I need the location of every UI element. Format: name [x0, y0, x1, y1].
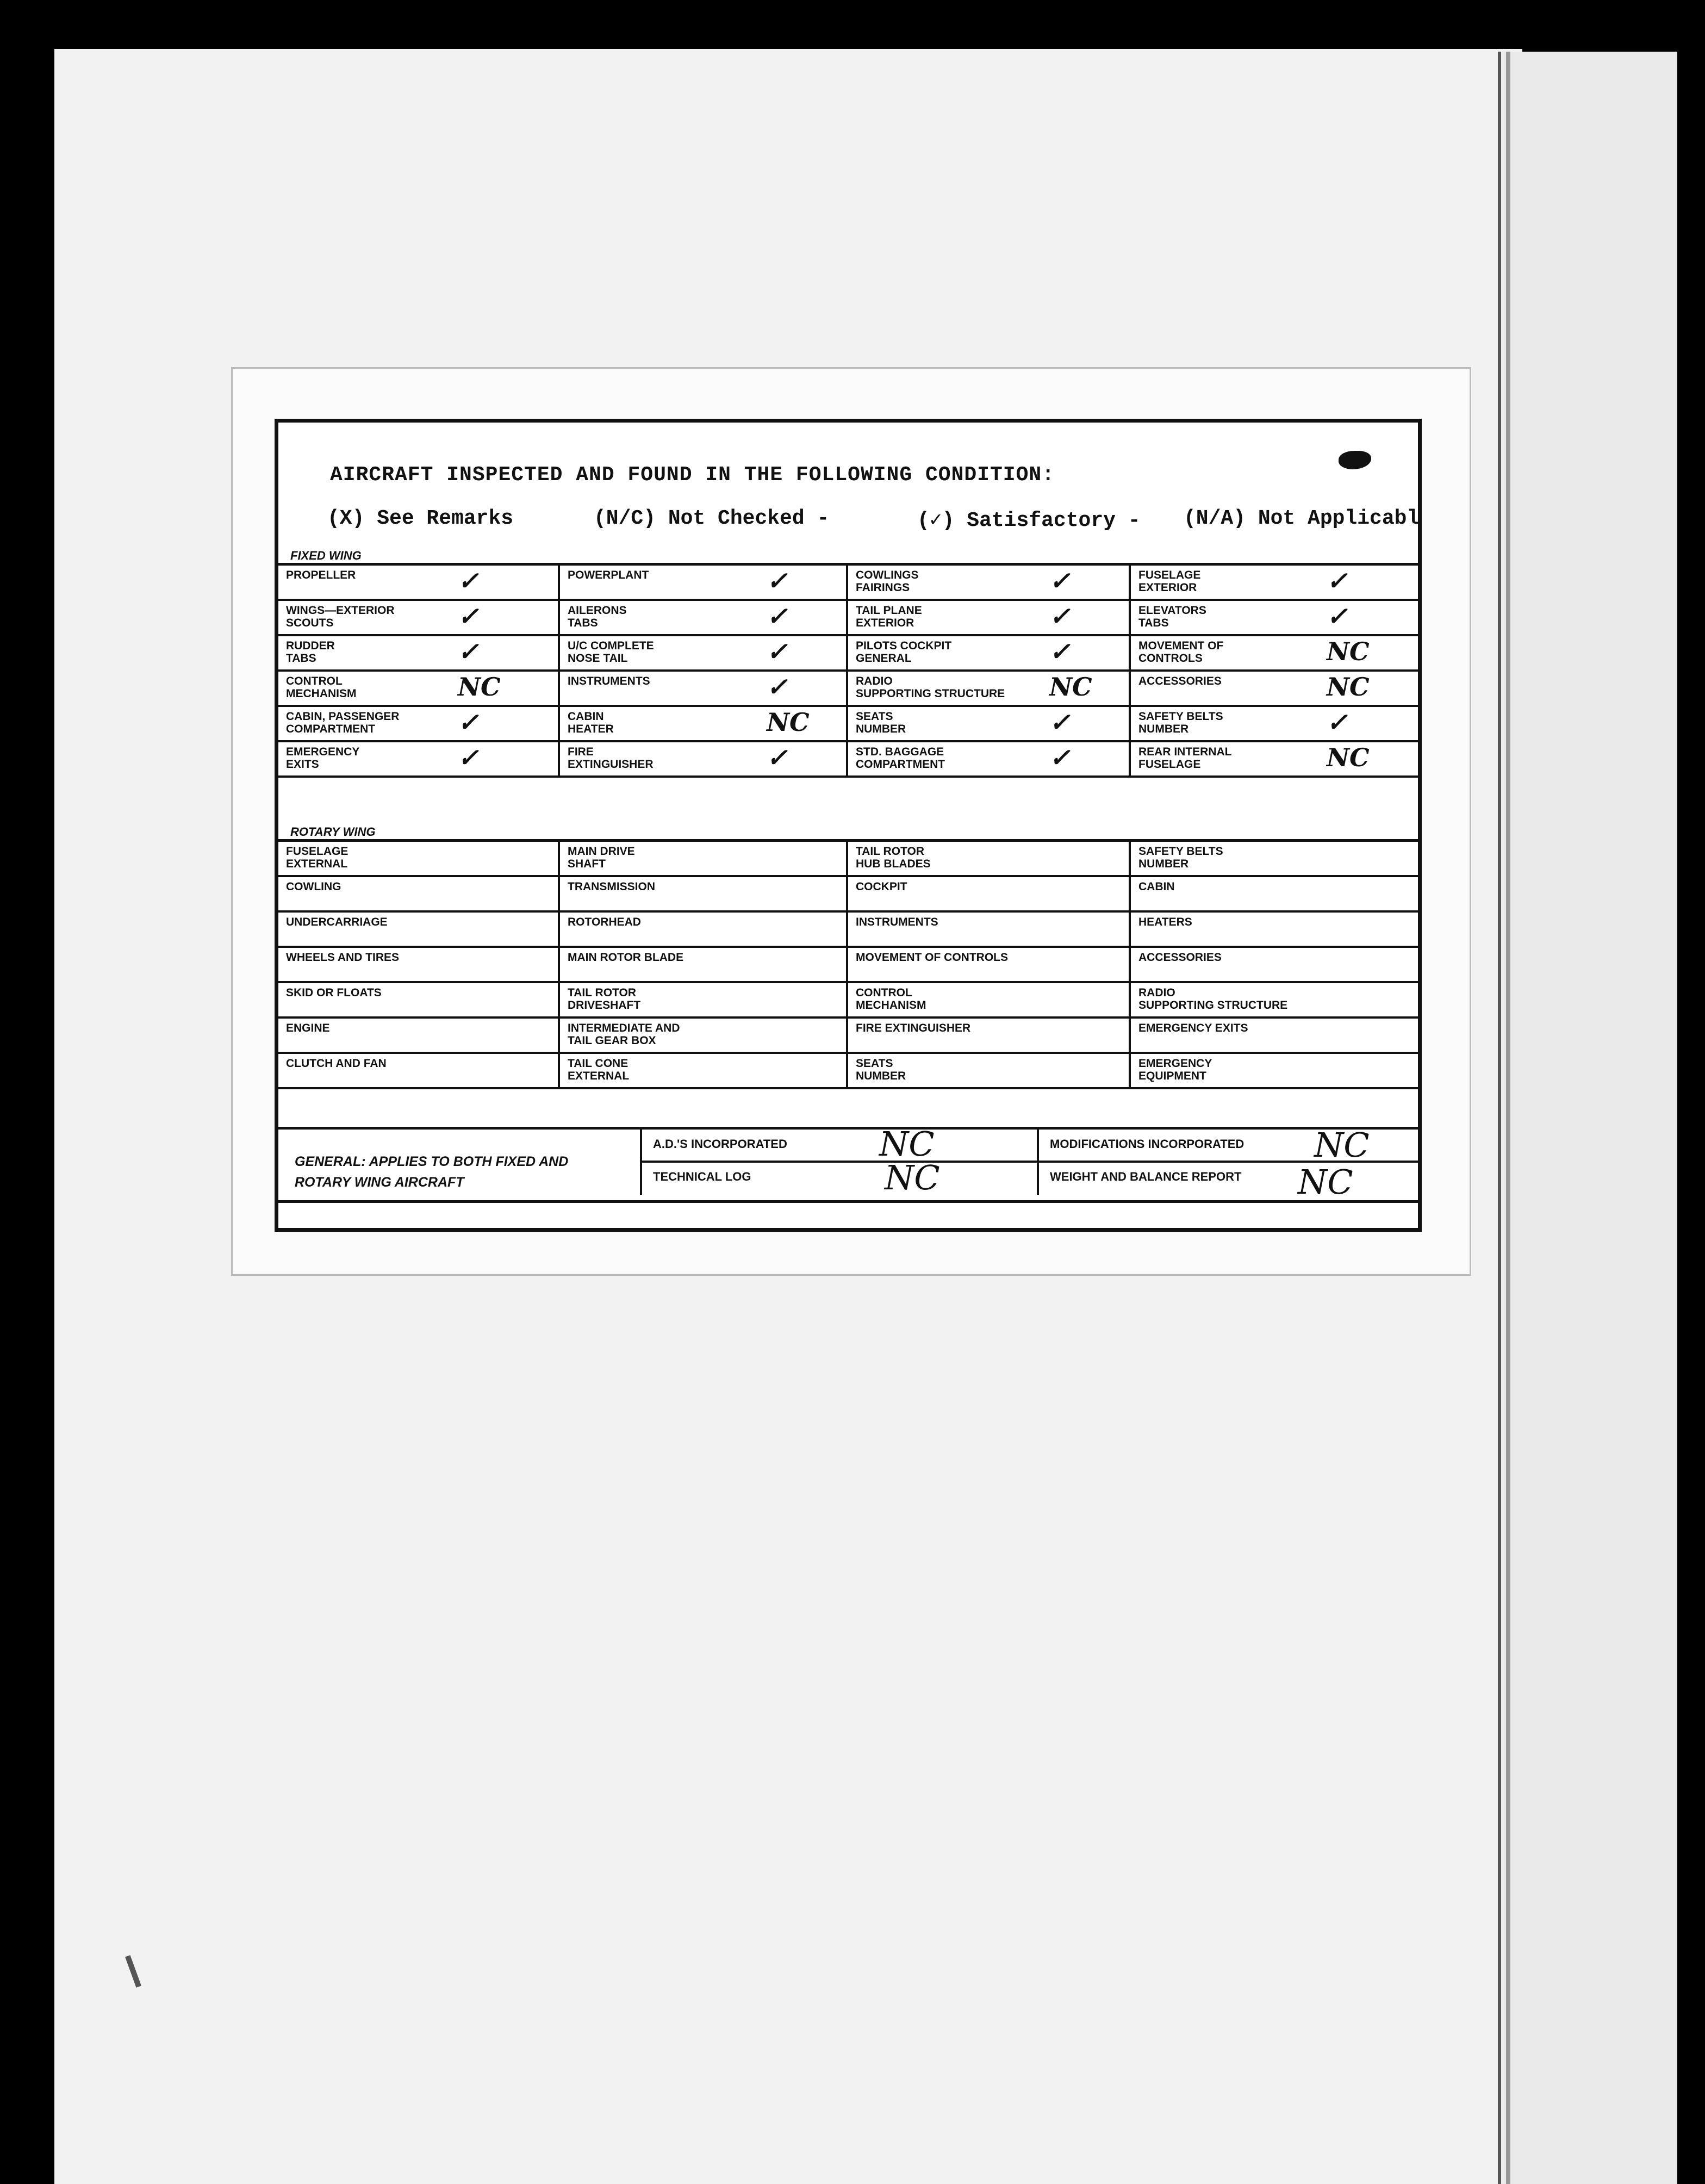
weight-balance-label: WEIGHT AND BALANCE REPORT: [1037, 1162, 1241, 1195]
inspection-item: [560, 742, 848, 775]
general-section: [278, 1124, 1418, 1203]
fixed-wing-grid: [278, 563, 1418, 778]
inspection-item: [848, 983, 1131, 1016]
inspection-mark: NC: [1327, 637, 1370, 666]
inspection-item: [278, 948, 560, 981]
inspection-item: [848, 1019, 1131, 1052]
inspection-item: [1131, 566, 1418, 599]
inspection-item-label: MAIN ROTOR BLADE: [568, 951, 684, 964]
table-row: [278, 742, 1418, 778]
inspection-item-label: RADIO SUPPORTING STRUCTURE: [856, 675, 1005, 700]
inspection-item-label: CLUTCH AND FAN: [286, 1057, 387, 1070]
inspection-item-label: COWLING: [286, 880, 341, 893]
inspection-item-label: SAFETY BELTS NUMBER: [1138, 845, 1223, 870]
scan-border-right: [1677, 0, 1705, 2184]
inspection-mark: ✓: [767, 672, 788, 702]
inspection-item-label: HEATERS: [1138, 916, 1192, 928]
legend-satisfactory: (✓) Satisfactory -: [917, 509, 1141, 532]
inspection-item-label: FUSELAGE EXTERNAL: [286, 845, 349, 870]
inspection-item-label: PILOTS COCKPIT GENERAL: [856, 640, 952, 665]
inspection-mark: ✓: [1327, 708, 1348, 737]
legend-see-remarks: (X) See Remarks: [327, 507, 514, 530]
inspection-mark: NC: [767, 708, 810, 737]
inspection-item: [278, 842, 560, 875]
inspection-item: [1131, 672, 1418, 705]
inspection-mark: ✓: [1327, 566, 1348, 595]
inspection-item-label: SAFETY BELTS NUMBER: [1138, 710, 1223, 735]
inspection-item: [1131, 913, 1418, 946]
inspection-item: [1131, 742, 1418, 775]
inspection-mark: ✓: [458, 708, 479, 737]
inspection-item-label: WHEELS AND TIRES: [286, 951, 400, 964]
inspection-mark: ✓: [1049, 601, 1071, 631]
inspection-mark: ✓: [1049, 708, 1071, 737]
inspection-item-label: TAIL CONE EXTERNAL: [568, 1057, 630, 1082]
inspection-item: [1131, 1019, 1418, 1052]
inspection-item: [560, 601, 848, 634]
inspection-item: [848, 601, 1131, 634]
inspection-item-label: EMERGENCY EXITS: [1138, 1022, 1248, 1034]
inspection-mark: ✓: [1049, 743, 1071, 772]
ads-incorporated-label: A.D.'S INCORPORATED: [640, 1130, 787, 1162]
inspection-item: [278, 636, 560, 669]
inspection-mark: ✓: [767, 637, 788, 666]
table-row: [278, 1019, 1418, 1054]
inspection-item: [1131, 948, 1418, 981]
fixed-wing-label: FIXED WING: [290, 549, 362, 562]
inspection-form: [275, 419, 1422, 1232]
general-label: GENERAL: APPLIES TO BOTH FIXED AND ROTARY WING AIRCRAFT: [295, 1154, 569, 1190]
table-row: [278, 877, 1418, 913]
inspection-item: [278, 672, 560, 705]
form-heading: AIRCRAFT INSPECTED AND FOUND IN THE FOLLOWING CONDITION:: [330, 463, 1055, 487]
table-row: [278, 636, 1418, 672]
inspection-item: [848, 672, 1131, 705]
inspection-item-label: UNDERCARRIAGE: [286, 916, 388, 928]
inspection-item: [848, 636, 1131, 669]
table-row: [278, 707, 1418, 742]
inspection-item: [848, 913, 1131, 946]
inspection-mark: ✓: [767, 566, 788, 595]
inspection-item: [848, 842, 1131, 875]
inspection-item-label: SEATS NUMBER: [856, 710, 906, 735]
inspection-item-label: CABIN: [1138, 880, 1175, 893]
inspection-item: [848, 566, 1131, 599]
inspection-item-label: FIRE EXTINGUISHER: [856, 1022, 971, 1034]
inspection-item-label: INSTRUMENTS: [856, 916, 938, 928]
inspection-item-label: SKID OR FLOATS: [286, 986, 382, 999]
inspection-item: [1131, 842, 1418, 875]
inspection-item-label: FIRE EXTINGUISHER: [568, 746, 654, 771]
inspection-item-label: TRANSMISSION: [568, 880, 656, 893]
inspection-item-label: U/C COMPLETE NOSE TAIL: [568, 640, 654, 665]
inspection-item-label: CONTROL MECHANISM: [286, 675, 357, 700]
inspection-mark: ✓: [1049, 566, 1071, 595]
legend-not-applicable: (N/A) Not Applicabl: [1184, 507, 1420, 530]
inspection-item: [848, 948, 1131, 981]
inspection-mark: ✓: [767, 743, 788, 772]
inspection-mark: ✓: [1049, 637, 1071, 666]
inspection-item: [1131, 707, 1418, 740]
inspection-mark: NC: [458, 672, 501, 702]
table-row: [278, 672, 1418, 707]
inspection-item-label: SEATS NUMBER: [856, 1057, 906, 1082]
inspection-item: [1131, 636, 1418, 669]
inspection-item: [560, 913, 848, 946]
inspection-item-label: RUDDER TABS: [286, 640, 335, 665]
inspection-item: [278, 1019, 560, 1052]
inspection-item-label: INTERMEDIATE AND TAIL GEAR BOX: [568, 1022, 680, 1047]
modifications-label: MODIFICATIONS INCORPORATED: [1037, 1130, 1244, 1162]
inspection-item-label: INSTRUMENTS: [568, 675, 650, 687]
table-row: [278, 948, 1418, 983]
inspection-item: [1131, 601, 1418, 634]
inspection-mark: ✓: [1327, 601, 1348, 631]
inspection-item-label: WINGS—EXTERIOR SCOUTS: [286, 604, 395, 629]
inspection-item: [560, 636, 848, 669]
rotary-wing-grid: [278, 839, 1418, 1089]
inspection-item-label: TAIL ROTOR DRIVESHAFT: [568, 986, 641, 1012]
inspection-mark: NC: [1327, 743, 1370, 772]
inspection-item-label: TAIL PLANE EXTERIOR: [856, 604, 922, 629]
inspection-mark: ✓: [458, 743, 479, 772]
inspection-item-label: REAR INTERNAL FUSELAGE: [1138, 746, 1232, 771]
inspection-item: [560, 983, 848, 1016]
inspection-mark: ✓: [458, 637, 479, 666]
inspection-item: [560, 877, 848, 910]
mods-mark: NC: [1314, 1125, 1370, 1165]
inspection-item: [848, 1054, 1131, 1087]
inspection-mark: ✓: [458, 601, 479, 631]
inspection-item-label: ACCESSORIES: [1138, 675, 1222, 687]
inspection-item-label: PROPELLER: [286, 569, 356, 581]
table-row: [278, 1054, 1418, 1089]
inspection-item: [560, 672, 848, 705]
binding-strip: [1498, 52, 1681, 2184]
ink-blot: [1339, 451, 1371, 469]
inspection-item: [1131, 1054, 1418, 1087]
table-row: [278, 601, 1418, 636]
inspection-mark: NC: [1327, 672, 1370, 702]
inspection-item: [278, 566, 560, 599]
inspection-item-label: CONTROL MECHANISM: [856, 986, 926, 1012]
inspection-item-label: FUSELAGE EXTERIOR: [1138, 569, 1201, 594]
inspection-item-label: EMERGENCY EXITS: [286, 746, 360, 771]
inspection-item: [560, 948, 848, 981]
inspection-item: [560, 1019, 848, 1052]
inspection-item: [278, 1054, 560, 1087]
inspection-item-label: MOVEMENT OF CONTROLS: [1138, 640, 1224, 665]
legend-not-checked: (N/C) Not Checked -: [594, 507, 830, 530]
ads-mark: NC: [879, 1124, 935, 1164]
inspection-item-label: COWLINGS FAIRINGS: [856, 569, 919, 594]
inspection-item: [278, 707, 560, 740]
inspection-item-label: MOVEMENT OF CONTROLS: [856, 951, 1008, 964]
inspection-item-label: RADIO SUPPORTING STRUCTURE: [1138, 986, 1288, 1012]
tech-log-mark: NC: [885, 1158, 940, 1198]
table-row: [278, 913, 1418, 948]
inspection-item: [1131, 877, 1418, 910]
inspection-item: [278, 877, 560, 910]
table-row: [278, 842, 1418, 877]
inspection-item: [560, 1054, 848, 1087]
inspection-item: [560, 707, 848, 740]
scan-border-left: [0, 0, 54, 2184]
scan-border-top: [0, 0, 1705, 49]
inspection-item: [560, 842, 848, 875]
inspection-item: [560, 566, 848, 599]
inspection-item-label: ELEVATORS TABS: [1138, 604, 1206, 629]
inspection-mark: ✓: [767, 601, 788, 631]
inspection-item: [848, 707, 1131, 740]
inspection-item-label: EMERGENCY EQUIPMENT: [1138, 1057, 1212, 1082]
inspection-mark: NC: [1049, 672, 1092, 702]
inspection-item: [278, 742, 560, 775]
table-row: [278, 983, 1418, 1019]
wb-mark: NC: [1298, 1162, 1353, 1202]
binding-strip-edge: [1506, 52, 1510, 2184]
table-row: [278, 566, 1418, 601]
inspection-item-label: STD. BAGGAGE COMPARTMENT: [856, 746, 945, 771]
inspection-item-label: TAIL ROTOR HUB BLADES: [856, 845, 931, 870]
inspection-item: [278, 983, 560, 1016]
inspection-item-label: CABIN, PASSENGER COMPARTMENT: [286, 710, 400, 735]
inspection-item: [278, 601, 560, 634]
inspection-item-label: ACCESSORIES: [1138, 951, 1222, 964]
inspection-mark: ✓: [458, 566, 479, 595]
inspection-item-label: CABIN HEATER: [568, 710, 614, 735]
inspection-item-label: MAIN DRIVE SHAFT: [568, 845, 635, 870]
inspection-item-label: COCKPIT: [856, 880, 907, 893]
inspection-item: [848, 742, 1131, 775]
inspection-item: [278, 913, 560, 946]
inspection-item-label: ROTORHEAD: [568, 916, 641, 928]
inspection-item-label: POWERPLANT: [568, 569, 649, 581]
inspection-item-label: ENGINE: [286, 1022, 330, 1034]
inspection-item: [1131, 983, 1418, 1016]
inspection-item-label: AILERONS TABS: [568, 604, 627, 629]
technical-log-label: TECHNICAL LOG: [640, 1162, 751, 1195]
rotary-wing-label: ROTARY WING: [290, 825, 376, 839]
inspection-item: [848, 877, 1131, 910]
